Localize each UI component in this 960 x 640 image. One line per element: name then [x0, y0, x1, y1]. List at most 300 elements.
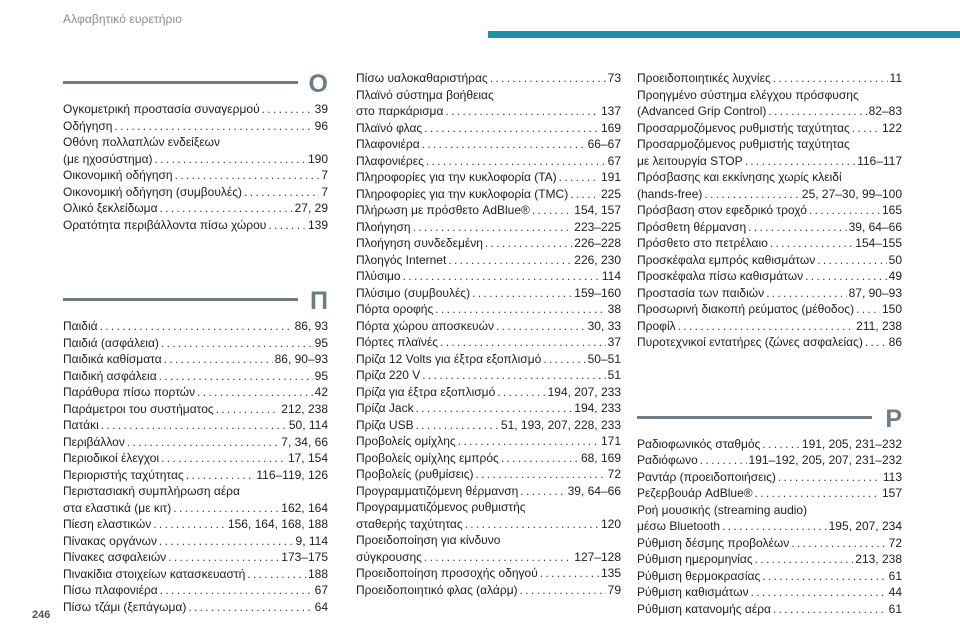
index-entry	[63, 434, 328, 451]
dot-leader	[520, 582, 606, 599]
dot-leader	[168, 549, 279, 566]
index-entry	[637, 334, 902, 351]
dot-leader	[809, 202, 880, 219]
dot-leader	[422, 367, 605, 384]
index-entry	[637, 452, 902, 469]
dot-leader	[173, 500, 279, 517]
index-entry-term: σύγκρουσης	[356, 549, 422, 564]
index-entry-term: σταθερής ταχύτητας	[356, 516, 463, 531]
index-entry-term: Προβολείς ομίχλης εμπρός	[356, 450, 499, 465]
dot-leader	[704, 186, 800, 203]
index-entry-term: Ραδιόφωνο	[637, 453, 698, 467]
dot-leader	[465, 516, 599, 533]
index-entry	[637, 235, 902, 252]
index-column-3	[637, 70, 902, 617]
dot-leader	[768, 103, 866, 120]
header-accent-bar	[488, 31, 960, 38]
index-entry-pages: 139	[307, 217, 328, 232]
section-gap	[63, 233, 328, 287]
index-entry-term: Πρόσθετο στο πετρέλαιο	[637, 236, 768, 250]
dot-leader	[153, 516, 226, 533]
index-entry-term: Ραδιοφωνικός σταθμός	[637, 436, 761, 451]
dot-leader	[751, 584, 887, 601]
index-entry	[637, 485, 902, 502]
dot-leader	[161, 335, 313, 352]
index-entry-pages: 225	[600, 186, 621, 201]
index-entry-term: Πίσω τζάμι (ξεπάγωμα)	[63, 599, 187, 614]
dot-leader	[403, 268, 600, 285]
index-entry-term: Οικονομική οδήγηση (συμβουλές)	[63, 184, 243, 199]
dot-leader	[413, 219, 573, 236]
index-entry-pages: 86, 90–93	[274, 352, 328, 366]
index-entry	[637, 469, 902, 486]
index-entry-term: Πρίζα USB	[356, 417, 414, 432]
dot-leader	[755, 485, 880, 502]
index-entry-term: Προειδοποίηση προσοχής οδηγού	[356, 566, 538, 580]
section-header	[63, 287, 328, 318]
dot-leader	[762, 436, 800, 453]
index-entry-pages: 137	[600, 104, 621, 118]
section-header	[63, 70, 328, 101]
index-entry-term: Προειδοποιητικές λυχνίες	[637, 71, 771, 85]
index-entry-pages: 173–175	[281, 550, 328, 564]
index-entry-pages: 116–117	[857, 153, 902, 168]
section-header	[637, 405, 902, 436]
index-entry-term: Πόρτα χώρου αποσκευών	[356, 318, 494, 333]
dot-leader	[435, 301, 605, 318]
index-entry-term: με λειτουργία STOP	[637, 153, 743, 168]
index-entry-term: Ρεζερβουάρ AdBlue®	[637, 486, 753, 500]
page-number: 246	[32, 609, 51, 621]
dot-leader	[778, 469, 881, 486]
dot-leader	[773, 70, 888, 87]
dot-leader	[865, 334, 887, 351]
section-rule	[63, 298, 298, 301]
index-entry-pages: 159–160	[574, 285, 621, 300]
index-entry-first-line: Προγραμματιζόμενος ρυθμιστής	[356, 500, 526, 514]
index-entry-term: Πρίζα 12 Volts για έξτρα εξοπλισμό	[356, 351, 542, 366]
index-entry-pages: 154, 157	[574, 203, 621, 217]
index-entry-term: Προσκέφαλα πίσω καθισμάτων	[637, 269, 804, 283]
index-entry-term: Πρίζα 220 V	[356, 368, 421, 382]
dot-leader	[188, 599, 312, 616]
index-entry-term: Ρύθμιση θερμοκρασίας	[637, 568, 761, 583]
dot-leader	[424, 549, 572, 566]
index-entry-term: Πλήρωση με πρόσθετο AdBlue®	[356, 203, 530, 217]
index-entry	[637, 535, 902, 552]
index-entry-pages: 50–51	[587, 351, 621, 366]
index-entry	[637, 518, 902, 535]
index-entry-term: Προστασία των παιδιών	[637, 285, 765, 300]
index-entry-term: Περιβάλλον	[63, 434, 125, 449]
index-entry-term: Παιδιά	[63, 319, 98, 333]
index-entry-pages: 30, 33	[587, 318, 621, 333]
dot-leader	[161, 450, 286, 467]
index-entry-pages: 51	[607, 368, 621, 382]
index-entry-pages: 96	[314, 118, 328, 133]
index-column-2	[356, 70, 621, 598]
index-entry	[63, 384, 328, 401]
dot-leader	[852, 120, 880, 137]
index-entry-pages: 61	[888, 568, 902, 583]
index-entry	[356, 565, 621, 582]
index-entry-pages: 223–225	[574, 219, 621, 234]
index-entry-pages: 212, 238	[281, 401, 328, 416]
dot-leader	[496, 318, 586, 335]
index-entry	[356, 549, 621, 566]
index-entry-pages: 191	[600, 170, 621, 184]
dot-leader	[160, 582, 313, 599]
index-entry-pages: 195, 207, 234	[828, 519, 902, 533]
index-entry-term: Οικονομική οδήγηση	[63, 168, 173, 182]
index-entry	[63, 417, 328, 434]
index-entry	[637, 601, 902, 618]
dot-leader	[472, 285, 572, 302]
index-entry	[356, 318, 621, 335]
dot-leader	[440, 334, 606, 351]
index-entry	[63, 450, 328, 467]
index-entry-term: Ρύθμιση ημερομηνίας	[637, 552, 753, 566]
index-entry-first-line: Προειδοποίηση για κίνδυνο	[356, 533, 501, 547]
index-entry-first-line: Προσαρμοζόμενος ρυθμιστής ταχύτητας	[637, 137, 850, 151]
dot-leader	[490, 70, 606, 87]
index-entry	[637, 268, 902, 285]
index-entry	[356, 351, 621, 368]
index-entry-pages: 188	[307, 566, 328, 581]
index-entry	[356, 120, 621, 137]
index-entry-term: Πλαφονιέρα	[356, 137, 420, 151]
index-entry-pages: 51, 193, 207, 228, 233	[500, 417, 621, 432]
index-entry-term: Προσκέφαλα εμπρός καθισμάτων	[637, 252, 816, 267]
index-entry-term: Ογκομετρική προστασία συναγερμού	[63, 102, 260, 116]
dot-leader	[448, 252, 572, 269]
dot-leader	[570, 186, 599, 203]
index-entry	[63, 566, 328, 583]
index-entry-pages: 122	[881, 120, 902, 135]
index-entry	[356, 417, 621, 434]
index-entry	[637, 301, 902, 318]
dot-leader	[175, 167, 320, 184]
index-entry	[356, 516, 621, 533]
index-entry-pages: 150	[881, 302, 902, 316]
index-entry	[63, 318, 328, 335]
index-entry	[356, 301, 621, 318]
index-entry-pages: 226–228	[574, 236, 621, 250]
index-entry-first-line: Ροή μουσικής (streaming audio)	[637, 502, 808, 517]
dot-leader	[805, 268, 887, 285]
index-entry	[356, 103, 621, 120]
index-entry	[63, 368, 328, 385]
dot-leader	[762, 568, 886, 585]
index-entry-pages: 17, 154	[287, 451, 328, 465]
index-entry	[356, 433, 621, 450]
dot-leader	[791, 535, 886, 552]
index-entry	[63, 401, 328, 418]
dot-leader	[127, 434, 279, 451]
index-entry-pages: 82–83	[868, 104, 902, 118]
index-entry	[63, 184, 328, 201]
index-entry-term: Πόρτες πλαϊνές	[356, 335, 439, 349]
index-entry-pages: 154–155	[855, 236, 902, 250]
dot-leader	[497, 384, 545, 401]
index-entry-pages: 194, 233	[574, 401, 621, 415]
section-letter: Ο	[308, 70, 328, 98]
dot-leader	[164, 351, 273, 368]
index-entry-pages: 135	[600, 566, 621, 580]
index-entry-pages: 61	[888, 601, 902, 616]
index-entry	[637, 120, 902, 137]
index-entry-pages: 67	[314, 583, 328, 597]
dot-leader	[745, 153, 855, 170]
index-entry-pages: 72	[607, 467, 621, 481]
index-entry	[356, 219, 621, 236]
dot-leader	[700, 452, 747, 469]
index-entry-pages: 86	[888, 335, 902, 349]
index-entry-term: Ρύθμιση καθισμάτων	[637, 585, 749, 599]
dot-leader	[101, 417, 287, 434]
index-entry	[356, 466, 621, 483]
dot-leader	[160, 200, 293, 217]
index-entry-term: Πλύσιμο (συμβουλές)	[356, 285, 471, 300]
index-entry-term: Παιδική ασφάλεια	[63, 368, 157, 383]
index-entry-term: Προσωρινή διακοπή ρεύματος (μέθοδος)	[637, 302, 855, 316]
index-entry-pages: 68, 169	[580, 450, 621, 465]
index-entry-pages: 25, 27–30, 99–100	[801, 186, 902, 201]
index-entry-term: Πίεση ελαστικών	[63, 517, 152, 531]
index-entry-term: Πίσω υαλοκαθαριστήρας	[356, 71, 488, 85]
index-entry	[63, 101, 328, 118]
index-entry	[637, 70, 902, 87]
dot-leader	[559, 169, 599, 186]
index-entry-first-line: Οθόνη πολλαπλών ενδείξεων	[63, 135, 220, 149]
index-entry-term: Πίσω πλαφονιέρα	[63, 583, 158, 597]
index-entry-term: Παράθυρα πίσω πορτών	[63, 385, 196, 399]
index-entry-pages: 162, 164	[281, 500, 328, 515]
dot-leader	[197, 384, 313, 401]
index-entry-pages: 39, 64–66	[567, 483, 621, 498]
index-entry-term: Προγραμματιζόμενη θέρμανση	[356, 483, 519, 498]
page-header-title: Αλφαβητικό ευρετήριο	[63, 12, 183, 26]
index-entry-term: στα ελαστικά (με κιτ)	[63, 500, 172, 515]
index-entry-term: Πινακίδια στοιχείων κατασκευαστή	[63, 566, 246, 581]
index-entry-term: στο παρκάρισμα	[356, 104, 444, 118]
index-entry-term: Παράμετροι του συστήματος	[63, 401, 214, 416]
index-entry-pages: 42	[314, 385, 328, 399]
index-entry-pages: 169	[600, 120, 621, 135]
index-entry-pages: 114	[601, 269, 621, 283]
index-entry-pages: 156, 164, 168, 188	[227, 517, 328, 531]
index-entry	[637, 584, 902, 601]
index-entry-pages: 171	[600, 434, 621, 448]
dot-leader	[543, 351, 585, 368]
dot-leader	[485, 235, 572, 252]
index-entry	[356, 367, 621, 384]
index-entry-term: Πλαφονιέρες	[356, 153, 424, 168]
index-entry	[637, 186, 902, 203]
dot-leader	[424, 120, 599, 137]
dot-leader	[770, 235, 853, 252]
index-entry-pages: 165	[881, 203, 902, 217]
index-entry-pages: 38	[607, 302, 621, 316]
index-entry	[637, 103, 902, 120]
index-entry-pages: 27, 29	[294, 201, 328, 215]
index-entry	[63, 500, 328, 517]
index-entry-pages: 226, 230	[574, 252, 621, 267]
index-entry	[356, 285, 621, 302]
dot-leader	[540, 565, 599, 582]
index-entry	[356, 70, 621, 87]
index-entry-term: Πυροτεχνικοί εντατήρες (ζώνες ασφαλείας)	[637, 335, 863, 349]
index-entry-first-line: Πρόσβασης και εκκίνησης χωρίς κλειδί	[637, 170, 842, 184]
index-entry	[63, 118, 328, 135]
index-entry-term: Πλοήγηση συνδεδεμένη	[356, 236, 483, 250]
index-entry-pages: 120	[600, 516, 621, 531]
index-entry	[356, 334, 621, 351]
index-entry-term: Ορατότητα περιβάλλοντα πίσω χώρου	[63, 217, 267, 232]
dot-leader	[722, 518, 827, 535]
index-entry	[356, 268, 621, 285]
dot-leader	[416, 400, 573, 417]
section-rule	[63, 81, 298, 84]
index-entry-term: Παιδικά καθίσματα	[63, 352, 162, 366]
index-entry	[356, 169, 621, 186]
index-entry-term: Προφίλ	[637, 318, 676, 333]
dot-leader	[159, 368, 313, 385]
index-entry	[637, 436, 902, 453]
index-entry-term: Πληροφορίες για την κυκλοφορία (TA)	[356, 170, 557, 184]
index-entry-term: Οδήγηση	[63, 118, 113, 133]
dot-leader	[445, 103, 599, 120]
dot-leader	[186, 467, 255, 484]
index-entry	[63, 200, 328, 217]
index-entry	[63, 351, 328, 368]
index-entry-term: Περιοριστής ταχύτητας	[63, 467, 184, 482]
index-entry	[637, 153, 902, 170]
index-entry	[63, 335, 328, 352]
index-entry	[63, 217, 328, 234]
dot-leader	[856, 301, 880, 318]
dot-leader	[268, 217, 306, 234]
section-rule	[637, 416, 872, 419]
index-column-1	[63, 70, 328, 615]
index-entry-pages: 64	[314, 599, 328, 614]
dot-leader	[501, 450, 579, 467]
index-entry-pages: 116–119, 126	[256, 467, 328, 482]
index-entry-term: Ρύθμιση δέσμης προβολέων	[637, 535, 790, 550]
index-entry	[356, 186, 621, 203]
index-entry-term: Προβολείς ομίχλης	[356, 434, 456, 448]
index-entry	[63, 533, 328, 550]
index-entry-pages: 49	[888, 269, 902, 283]
dot-leader	[100, 318, 293, 335]
index-entry-pages: 95	[314, 335, 328, 350]
dot-leader	[476, 466, 606, 483]
index-entry-pages: 190	[307, 151, 328, 166]
dot-leader	[520, 483, 565, 500]
index-entry-term: Πόρτα οροφής	[356, 302, 434, 316]
index-entry-pages: 67	[607, 153, 621, 168]
index-entry	[63, 516, 328, 533]
index-entry-pages: 113	[882, 469, 902, 484]
index-entry	[63, 167, 328, 184]
index-entry	[637, 202, 902, 219]
index-entry-pages: 9, 114	[295, 533, 328, 548]
index-entry-pages: 86, 93	[294, 319, 328, 333]
index-entry-term: Περιοδικοί έλεγχοι	[63, 451, 160, 465]
dot-leader	[532, 202, 572, 219]
index-entry-term: (hands-free)	[637, 186, 703, 201]
index-entry-pages: 7	[321, 168, 328, 182]
index-entry-pages: 157	[881, 486, 902, 500]
index-entry-term: Πρόσθετη θέρμανση	[637, 219, 747, 234]
dot-leader	[159, 533, 294, 550]
index-entry-pages: 127–128	[574, 549, 621, 564]
dot-leader	[817, 252, 886, 269]
index-entry-term: (Advanced Grip Control)	[637, 104, 767, 118]
dot-leader	[114, 118, 312, 135]
index-entry-pages: 7, 34, 66	[281, 434, 328, 449]
index-entry	[356, 252, 621, 269]
index-entry-pages: 72	[888, 535, 902, 550]
index-entry-term: Πλαϊνό φλας	[356, 120, 423, 135]
index-entry-term: Προβολείς (ρυθμίσεις)	[356, 467, 474, 481]
index-entry	[356, 136, 621, 153]
index-entry-term: Πρίζα Jack	[356, 401, 414, 415]
dot-leader	[678, 318, 855, 335]
dot-leader	[422, 136, 586, 153]
section-letter: Ρ	[885, 404, 902, 433]
index-entry-pages: 44	[888, 585, 902, 599]
index-entry-pages: 39, 64–66	[848, 219, 902, 234]
dot-leader	[755, 551, 854, 568]
section-letter: Π	[309, 287, 328, 315]
index-entry	[356, 450, 621, 467]
index-entry-term: Πατάκι	[63, 418, 99, 432]
index-entry	[63, 599, 328, 616]
index-entry-term: Πρόσβαση στον εφεδρικό τροχό	[637, 203, 807, 217]
index-entry-first-line: Περιστασιακή συμπλήρωση αέρα	[63, 484, 240, 498]
index-entry-pages: 50	[888, 252, 902, 267]
index-entry	[637, 252, 902, 269]
index-entry	[63, 467, 328, 484]
index-entry-first-line: Πλαϊνό σύστημα βοήθειας	[356, 87, 494, 102]
dot-leader	[766, 285, 846, 302]
index-entry-term: Προειδοποιητικό φλας (αλάρμ)	[356, 582, 518, 597]
index-entry	[356, 483, 621, 500]
index-entry-pages: 87, 90–93	[848, 285, 902, 300]
index-entry-term: Ολικό ξεκλείδωμα	[63, 201, 158, 215]
index-entry-term: Πίνακες ασφαλειών	[63, 550, 167, 564]
index-entry-pages: 213, 238	[855, 552, 902, 566]
index-entry-pages: 194, 207, 233	[547, 384, 621, 399]
index-entry	[637, 219, 902, 236]
dot-leader	[426, 153, 606, 170]
index-entry	[356, 384, 621, 401]
dot-leader	[262, 101, 313, 118]
index-entry-pages: 39	[314, 102, 328, 116]
dot-leader	[748, 219, 846, 236]
index-entry	[637, 568, 902, 585]
index-entry-pages: 211, 238	[856, 318, 902, 333]
index-entry-term: Πλοηγός Internet	[356, 252, 447, 267]
dot-leader	[458, 433, 599, 450]
index-entry-pages: 95	[314, 368, 328, 383]
index-entry-pages: 79	[607, 582, 621, 597]
index-entry-pages: 50, 114	[288, 418, 328, 432]
index-entry-first-line: Προηγμένο σύστημα ελέγχου πρόσφυσης	[637, 87, 859, 102]
index-entry-term: (με ηχοσύστημα)	[63, 151, 153, 166]
index-entry	[356, 202, 621, 219]
